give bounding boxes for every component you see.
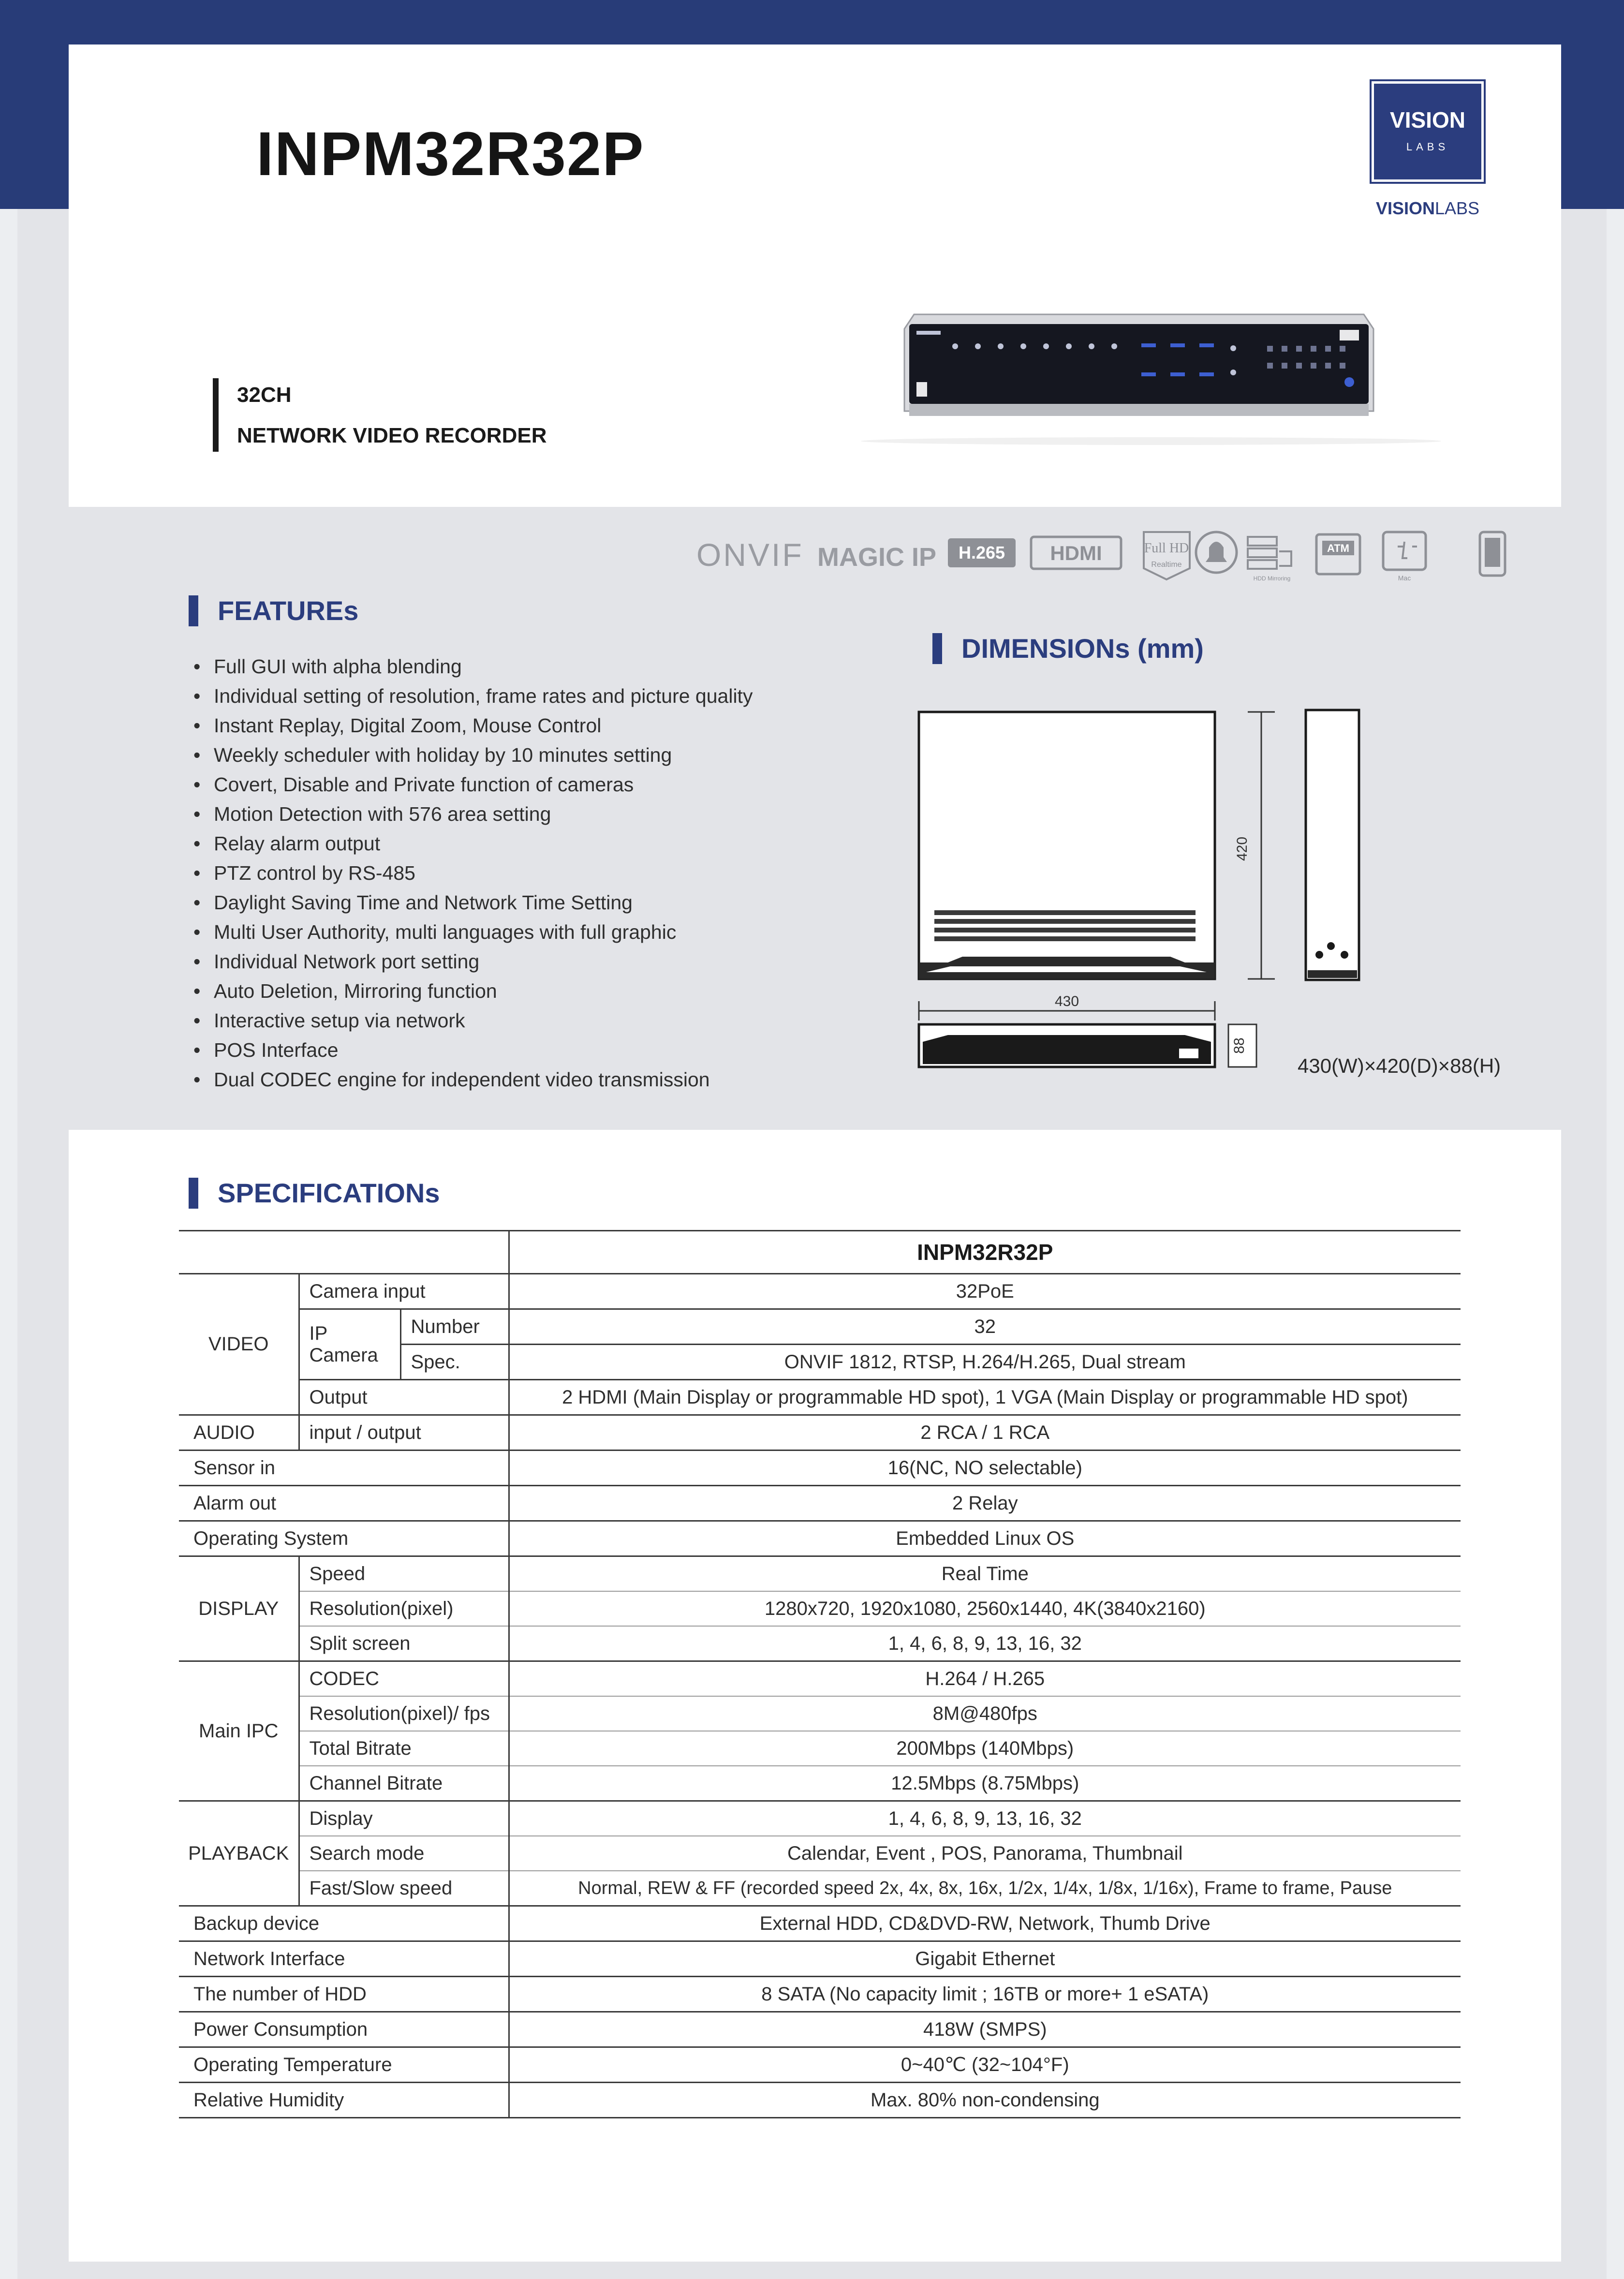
display-resolution-label: Resolution(pixel) bbox=[299, 1591, 509, 1626]
hdd-mirroring-badge bbox=[1248, 537, 1291, 582]
subtitle-product-type: NETWORK VIDEO RECORDER bbox=[237, 424, 547, 447]
codec-value: H.264 / H.265 bbox=[509, 1661, 1461, 1697]
page-margin-right bbox=[1607, 209, 1624, 2279]
table-row bbox=[179, 1836, 1461, 1871]
table-row bbox=[179, 1941, 1461, 1977]
page-title: INPM32R32P bbox=[256, 119, 645, 189]
category-main-ipc: Main IPC bbox=[179, 1661, 299, 1801]
logo-text: VISION bbox=[1390, 107, 1465, 133]
display-speed-value: Real Time bbox=[509, 1556, 1461, 1592]
mobile-badge bbox=[1480, 532, 1505, 576]
table-row bbox=[179, 1556, 1461, 1592]
playback-display-value: 1, 4, 6, 8, 9, 13, 16, 32 bbox=[509, 1801, 1461, 1836]
category-audio: AUDIO bbox=[179, 1415, 299, 1450]
h265-badge bbox=[948, 538, 1016, 567]
side-view bbox=[1306, 710, 1359, 980]
fast-slow-speed-label: Fast/Slow speed bbox=[299, 1871, 509, 1906]
height-label: 88 bbox=[1231, 1037, 1247, 1054]
table-header-blank bbox=[179, 1231, 509, 1274]
feature-item: • Daylight Saving Time and Network Time Setting bbox=[193, 888, 753, 918]
split-screen-label: Split screen bbox=[299, 1626, 509, 1661]
ipc-resolution-label: Resolution(pixel)/ fps bbox=[299, 1696, 509, 1731]
logo-caption bbox=[1372, 198, 1484, 219]
table-row bbox=[179, 1731, 1461, 1766]
network-value: Gigabit Ethernet bbox=[509, 1941, 1461, 1977]
table-row bbox=[179, 1661, 1461, 1697]
table-row bbox=[179, 1977, 1461, 2012]
feature-item: • Motion Detection with 576 area setting bbox=[193, 799, 753, 829]
table-row bbox=[179, 1906, 1461, 1941]
table-row bbox=[179, 1766, 1461, 1801]
humidity-label: Relative Humidity bbox=[179, 2083, 509, 2118]
atm-badge-label: ATM bbox=[1327, 542, 1350, 554]
table-header-model: INPM32R32P bbox=[509, 1231, 1461, 1274]
features-title: FEATUREs bbox=[218, 595, 359, 626]
magicip-badge: MAGIC IP bbox=[817, 543, 937, 572]
feature-item: • Dual CODEC engine for independent video transmission bbox=[193, 1065, 753, 1095]
temperature-label: Operating Temperature bbox=[179, 2047, 509, 2083]
split-screen-value: 1, 4, 6, 8, 9, 13, 16, 32 bbox=[509, 1626, 1461, 1661]
mac-badge bbox=[1383, 532, 1426, 582]
audio-label: input / output bbox=[299, 1415, 509, 1450]
power-value: 418W (SMPS) bbox=[509, 2012, 1461, 2047]
output-label: Output bbox=[299, 1380, 509, 1415]
fullhd-badge bbox=[1144, 532, 1190, 579]
feature-item: • Weekly scheduler with holiday by 10 minutes setting bbox=[193, 740, 753, 770]
backup-value: External HDD, CD&DVD-RW, Network, Thumb Drive bbox=[509, 1906, 1461, 1941]
dimensions-heading-bar bbox=[932, 633, 942, 664]
table-row bbox=[179, 1415, 1461, 1450]
subtitle-channels: 32CH bbox=[237, 383, 292, 407]
hdd-label: The number of HDD bbox=[179, 1977, 509, 2012]
feature-item: • Full GUI with alpha blending bbox=[193, 652, 753, 681]
table-row bbox=[179, 2083, 1461, 2118]
display-resolution-value: 1280x720, 1920x1080, 2560x1440, 4K(3840x2160) bbox=[509, 1591, 1461, 1626]
logo-caption-bold: VISION bbox=[1375, 198, 1435, 218]
power-label: Power Consumption bbox=[179, 2012, 509, 2047]
feature-item: • Multi User Authority, multi languages with full graphic bbox=[193, 918, 753, 947]
network-label: Network Interface bbox=[179, 1941, 509, 1977]
features-heading-bar bbox=[189, 595, 198, 626]
logo-caption-rest: LABS bbox=[1434, 198, 1480, 218]
alarm-value: 2 Relay bbox=[509, 1486, 1461, 1521]
total-bitrate-value: 200Mbps (140Mbps) bbox=[509, 1731, 1461, 1766]
ip-camera-label bbox=[299, 1309, 400, 1380]
feature-item: • Relay alarm output bbox=[193, 829, 753, 858]
dimensions-heading bbox=[932, 633, 1204, 664]
camera-input-value: 32PoE bbox=[509, 1274, 1461, 1309]
ip-camera-label-2: Camera bbox=[309, 1344, 378, 1366]
table-header-row bbox=[179, 1231, 1461, 1274]
specifications-heading bbox=[189, 1177, 440, 1209]
alarm-bell-badge bbox=[1196, 532, 1237, 573]
table-row bbox=[179, 1309, 1461, 1345]
spec-value: ONVIF 1812, RTSP, H.264/H.265, Dual stream bbox=[509, 1345, 1461, 1380]
hdmi-badge bbox=[1031, 537, 1121, 569]
codec-label: CODEC bbox=[299, 1661, 509, 1697]
specifications-table bbox=[179, 1230, 1461, 2118]
camera-input-label: Camera input bbox=[299, 1274, 509, 1309]
feature-item: • POS Interface bbox=[193, 1036, 753, 1065]
hdd-value: 8 SATA (No capacity limit ; 16TB or more+ 1 eSATA) bbox=[509, 1977, 1461, 2012]
feature-item: • Auto Deletion, Mirroring function bbox=[193, 977, 753, 1006]
category-video: VIDEO bbox=[179, 1274, 299, 1415]
fullhd-badge-label: Full HD bbox=[1144, 541, 1189, 556]
search-mode-label: Search mode bbox=[299, 1836, 509, 1871]
sensor-value: 16(NC, NO selectable) bbox=[509, 1450, 1461, 1486]
onvif-badge: ONVIF bbox=[696, 537, 804, 573]
depth-label: 420 bbox=[1234, 836, 1250, 861]
os-label: Operating System bbox=[179, 1521, 509, 1556]
atm-badge bbox=[1316, 534, 1360, 574]
table-row bbox=[179, 1591, 1461, 1626]
table-row bbox=[179, 1521, 1461, 1556]
page-margin-left bbox=[0, 209, 17, 2279]
number-label: Number bbox=[400, 1309, 509, 1345]
specifications-title: SPECIFICATIONs bbox=[218, 1178, 440, 1208]
number-value: 32 bbox=[509, 1309, 1461, 1345]
output-value: 2 HDMI (Main Display or programmable HD spot), 1 VGA (Main Display or programmable HD spot) bbox=[509, 1380, 1461, 1415]
alarm-label: Alarm out bbox=[179, 1486, 509, 1521]
feature-item: • Covert, Disable and Private function of cameras bbox=[193, 770, 753, 799]
logo-subtext: LABS bbox=[1406, 141, 1449, 153]
total-bitrate-label: Total Bitrate bbox=[299, 1731, 509, 1766]
table-row bbox=[179, 1274, 1461, 1309]
certification-badges bbox=[692, 522, 1523, 585]
feature-item: • Individual Network port setting bbox=[193, 947, 753, 977]
display-speed-label: Speed bbox=[299, 1556, 509, 1592]
vision-labs-logo bbox=[1372, 81, 1484, 182]
mac-badge-label: Mac bbox=[1398, 574, 1411, 582]
dimensions-drawing bbox=[909, 701, 1538, 1098]
table-row bbox=[179, 1626, 1461, 1661]
h265-badge-label: H.265 bbox=[958, 543, 1005, 562]
table-row bbox=[179, 1696, 1461, 1731]
audio-value: 2 RCA / 1 RCA bbox=[509, 1415, 1461, 1450]
hdmi-badge-label: HDMI bbox=[1050, 542, 1102, 564]
width-label: 430 bbox=[1054, 993, 1079, 1009]
table-row bbox=[179, 1450, 1461, 1486]
features-list bbox=[193, 652, 753, 1095]
table-row bbox=[179, 2047, 1461, 2083]
feature-item: • Individual setting of resolution, frame rates and picture quality bbox=[193, 681, 753, 711]
features-heading bbox=[189, 595, 358, 626]
channel-bitrate-label: Channel Bitrate bbox=[299, 1766, 509, 1801]
fullhd-badge-sublabel: Realtime bbox=[1151, 561, 1182, 569]
dimensions-title: DIMENSIONs (mm) bbox=[961, 633, 1204, 664]
channel-bitrate-value: 12.5Mbps (8.75Mbps) bbox=[509, 1766, 1461, 1801]
os-value: Embedded Linux OS bbox=[509, 1521, 1461, 1556]
feature-item: • PTZ control by RS-485 bbox=[193, 858, 753, 888]
table-row bbox=[179, 1801, 1461, 1836]
category-display: DISPLAY bbox=[179, 1556, 299, 1661]
fast-slow-speed-value: Normal, REW & FF (recorded speed 2x, 4x, 8x, 16x, 1/2x, 1/4x, 1/8x, 1/16x), Frame to frame, Pause bbox=[509, 1871, 1461, 1906]
table-row bbox=[179, 1486, 1461, 1521]
table-row bbox=[179, 1871, 1461, 1906]
temperature-value: 0~40℃ (32~104°F) bbox=[509, 2047, 1461, 2083]
category-playback: PLAYBACK bbox=[179, 1801, 299, 1906]
playback-display-label: Display bbox=[299, 1801, 509, 1836]
backup-label: Backup device bbox=[179, 1906, 509, 1941]
specifications-heading-bar bbox=[189, 1178, 198, 1209]
sensor-label: Sensor in bbox=[179, 1450, 509, 1486]
feature-item: • Interactive setup via network bbox=[193, 1006, 753, 1036]
search-mode-value: Calendar, Event , POS, Panorama, Thumbnail bbox=[509, 1836, 1461, 1871]
spec-label: Spec. bbox=[400, 1345, 509, 1380]
dimensions-summary: 430(W)×420(D)×88(H) bbox=[1298, 1054, 1501, 1077]
feature-item: • Instant Replay, Digital Zoom, Mouse Control bbox=[193, 711, 753, 740]
nvr-product-image bbox=[851, 300, 1451, 450]
table-row bbox=[179, 1380, 1461, 1415]
humidity-value: Max. 80% non-condensing bbox=[509, 2083, 1461, 2118]
ipc-resolution-value: 8M@480fps bbox=[509, 1696, 1461, 1731]
ip-camera-label-1: IP bbox=[309, 1322, 328, 1344]
table-row bbox=[179, 2012, 1461, 2047]
hdd-mirroring-label: HDD Mirroring bbox=[1253, 575, 1291, 582]
subtitle-bar bbox=[213, 378, 219, 452]
